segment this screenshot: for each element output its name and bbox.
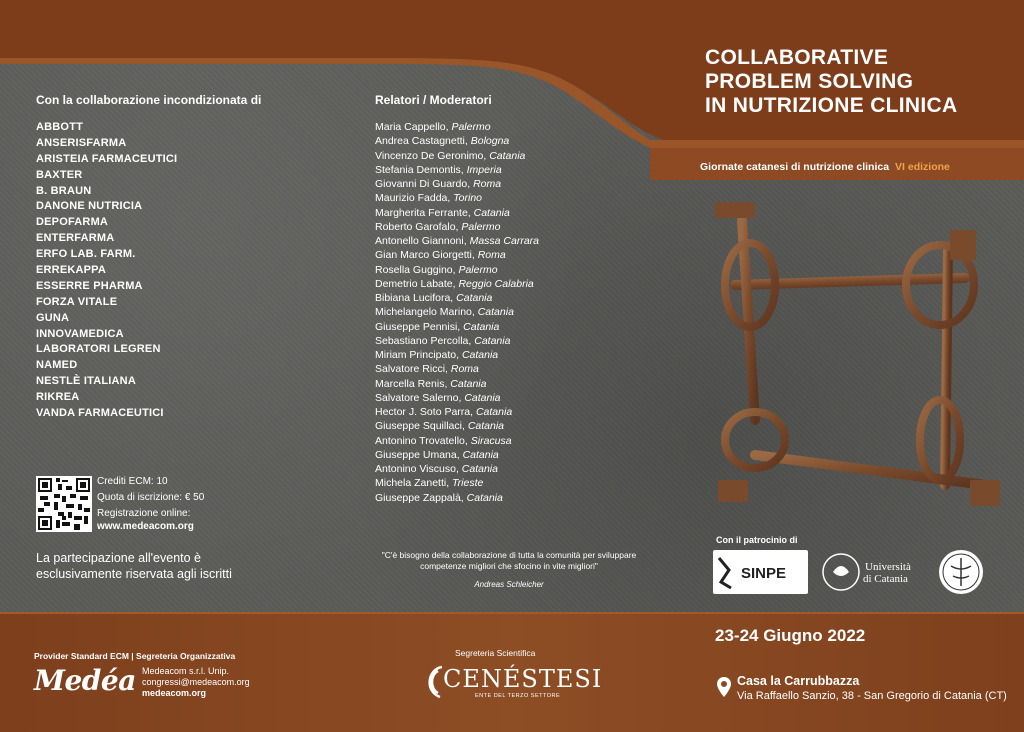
quote	[350, 550, 668, 572]
speaker-item	[375, 177, 539, 191]
speaker-item	[375, 462, 539, 476]
sinpe-logo	[713, 550, 808, 594]
speaker-name: Hector J. Soto Parra,	[375, 406, 476, 418]
speaker-city: Reggio Calabria	[458, 277, 534, 290]
speaker-name: Vincenzo De Geronimo,	[375, 149, 490, 162]
sponsor-item: RIKREA	[36, 391, 80, 404]
speaker-list	[375, 120, 539, 505]
sponsor-item: ARISTEIA FARMACEUTICI	[36, 152, 178, 165]
sponsor-item: FORZA VITALE	[36, 295, 118, 308]
sponsor-item: ANSERISFARMA	[36, 136, 127, 149]
speaker-name: Antonino Trovatello,	[375, 434, 471, 447]
speaker-item	[375, 305, 539, 319]
speaker-item	[375, 248, 539, 262]
title-line: PROBLEM SOLVING	[705, 70, 914, 93]
speaker-city: Torino	[453, 192, 483, 205]
speaker-item	[375, 120, 539, 134]
sponsor-item: INNOVAMEDICA	[36, 327, 124, 340]
notice-line: esclusivamente riservata agli iscritti	[36, 567, 232, 581]
speaker-item	[375, 362, 539, 376]
bottom-divider	[0, 612, 1024, 614]
speaker-name: Miriam Principato,	[375, 349, 462, 361]
ecm-credits: Crediti ECM: 10	[97, 476, 168, 487]
medea-company: Medeacom s.r.l. Unip.	[142, 666, 230, 676]
sinpe-text: SINPE	[741, 565, 787, 582]
speaker-name: Salvatore Salerno,	[375, 391, 465, 404]
speaker-name: Giuseppe Umana,	[375, 448, 463, 461]
patronage-label: Con il patrocinio di	[716, 535, 798, 545]
title-line: IN NUTRIZIONE CLINICA	[705, 94, 958, 117]
speaker-item	[375, 476, 539, 490]
speaker-name: Antonello Giannoni,	[375, 235, 470, 247]
attendance-notice	[36, 550, 296, 582]
speaker-city: Palermo	[451, 121, 491, 133]
speaker-city: Catania	[462, 448, 499, 461]
registration-label: Registrazione online:	[97, 508, 191, 519]
patronage-logos	[713, 548, 1013, 596]
speaker-item	[375, 377, 539, 391]
speaker-item	[375, 220, 539, 234]
speaker-name: Sebastiano Percolla,	[375, 334, 475, 347]
sponsor-item: GUNA	[36, 311, 70, 324]
sponsor-item: BAXTER	[36, 168, 83, 181]
speaker-city: Roma	[473, 178, 502, 190]
speaker-item	[375, 149, 539, 163]
speaker-item	[375, 334, 539, 348]
speaker-city: Catania	[467, 420, 505, 433]
speaker-city: Catania	[474, 334, 511, 347]
keys-square-illustration	[700, 190, 1020, 530]
speaker-city: Catania	[475, 406, 513, 418]
speaker-name: Antonino Viscuso,	[375, 463, 462, 475]
speaker-name: Andrea Castagnetti,	[375, 135, 471, 148]
location-pin-icon	[716, 676, 732, 698]
venue-address: Via Raffaello Sanzio, 38 - San Gregorio di Catania (CT)	[737, 690, 1007, 702]
medea-site-link[interactable]: medeacom.org	[142, 688, 207, 698]
speaker-city: Catania	[456, 292, 493, 304]
sponsor-item: ERREKAPPA	[36, 264, 107, 277]
sponsor-item: VANDA FARMACEUTICI	[36, 407, 164, 420]
speaker-name: Salvatore Ricci,	[375, 363, 451, 376]
speaker-city: Palermo	[461, 220, 501, 233]
sponsor-item: NAMED	[36, 359, 78, 372]
notice-line: La partecipazione all'evento è	[36, 551, 202, 565]
speaker-city: Palermo	[458, 263, 498, 276]
speaker-name: Giuseppe Pennisi,	[375, 320, 464, 333]
qr-code[interactable]	[36, 476, 92, 532]
speaker-city: Roma	[477, 249, 506, 262]
registration-website-link[interactable]: www.medeacom.org	[97, 521, 194, 532]
speaker-name: Maurizio Fadda,	[375, 192, 454, 205]
sponsor-item: LABORATORI LEGREN	[36, 343, 161, 356]
speaker-item	[375, 419, 539, 433]
speaker-item	[375, 234, 539, 248]
speaker-city: Catania	[461, 349, 499, 361]
sponsor-item: NESTLÈ ITALIANA	[36, 375, 136, 388]
speaker-city: Trieste	[452, 477, 484, 490]
speaker-name: Giovanni Di Guardo,	[375, 178, 474, 190]
unict-line1: Università	[865, 561, 911, 573]
speaker-city: Catania	[461, 463, 498, 475]
speaker-name: Michela Zanetti,	[375, 477, 453, 490]
speaker-item	[375, 348, 539, 362]
speaker-item	[375, 163, 539, 177]
speaker-city: Catania	[466, 491, 503, 504]
sponsor-item: ESSERRE PHARMA	[36, 279, 143, 292]
speaker-city: Catania	[489, 149, 526, 162]
speaker-city: Bologna	[470, 135, 510, 148]
speakers-title: Relatori / Moderatori	[375, 93, 492, 107]
unict-line2: di Catania	[863, 573, 908, 585]
speaker-city: Roma	[450, 363, 479, 376]
sponsor-item: DANONE NUTRICIA	[36, 200, 143, 213]
medical-association-logo	[939, 550, 983, 594]
event-title	[705, 46, 957, 118]
medea-email-link[interactable]: congressi@medeacom.org	[142, 677, 250, 687]
cenestesi-name: CENÉSTESI	[443, 665, 603, 693]
sponsors-title: Con la collaborazione incondizionata di	[36, 93, 262, 107]
speaker-item	[375, 391, 539, 405]
sponsor-list	[36, 120, 177, 422]
speaker-city: Catania	[473, 206, 510, 219]
speaker-item	[375, 491, 539, 505]
subtitle-text: Giornate catanesi di nutrizione clinica	[700, 161, 890, 173]
speaker-city: Catania	[477, 306, 514, 319]
scientific-secretariat-label: Segreteria Scientifica	[455, 648, 536, 658]
provider-label: Provider Standard ECM | Segreteria Organizzativa	[34, 651, 236, 661]
speaker-name: Bibiana Lucifora,	[375, 292, 457, 304]
speaker-item	[375, 434, 539, 448]
speaker-item	[375, 448, 539, 462]
sponsor-item: ABBOTT	[36, 121, 84, 133]
registration-fee: Quota di iscrizione: € 50	[97, 492, 205, 503]
speaker-item	[375, 206, 539, 220]
speaker-name: Giuseppe Zappalà,	[375, 491, 467, 504]
speaker-city: Massa Carrara	[469, 235, 540, 247]
unict-logo	[823, 554, 911, 590]
speaker-city: Imperia	[466, 163, 502, 176]
edition-badge: VI edizione	[895, 161, 950, 173]
speaker-name: Roberto Garofalo,	[375, 220, 462, 233]
speaker-name: Michelangelo Marino,	[375, 306, 478, 319]
speaker-item	[375, 191, 539, 205]
quote-line: "C'è bisogno della collaborazione di tutta la comunità per sviluppare	[381, 550, 637, 560]
venue-name: Casa la Carrubbazza	[737, 674, 860, 688]
speaker-item	[375, 277, 539, 291]
speaker-name: Gian Marco Giorgetti,	[375, 249, 478, 262]
speaker-name: Margherita Ferrante,	[375, 206, 474, 219]
medea-logo: Medéa	[34, 664, 136, 697]
speaker-item	[375, 134, 539, 148]
speaker-city: Catania	[450, 377, 487, 390]
medea-contact	[142, 666, 250, 699]
speaker-name: Giuseppe Squillaci,	[375, 420, 468, 433]
speaker-item	[375, 405, 539, 419]
speaker-city: Catania	[464, 391, 501, 404]
speaker-name: Stefania Demontis,	[375, 163, 467, 176]
speaker-city: Catania	[463, 320, 500, 333]
speaker-name: Demetrio Labate,	[375, 277, 459, 290]
event-subtitle	[700, 161, 950, 173]
speaker-item	[375, 320, 539, 334]
speaker-name: Marcella Renis,	[375, 377, 451, 390]
event-date: 23-24 Giugno 2022	[715, 626, 866, 645]
cenestesi-subtitle: ENTE DEL TERZO SETTORE	[475, 693, 561, 699]
speaker-item	[375, 263, 539, 277]
sponsor-item: ENTERFARMA	[36, 232, 115, 245]
speaker-item	[375, 291, 539, 305]
sponsor-item: B. BRAUN	[36, 184, 92, 197]
title-line: COLLABORATIVE	[705, 46, 889, 69]
quote-author: Andreas Schleicher	[474, 580, 544, 589]
speaker-name: Rosella Guggino,	[375, 263, 459, 276]
quote-line: competenze migliori che sfocino in vite migliori"	[420, 561, 598, 571]
registration-info	[97, 474, 204, 535]
sponsor-item: DEPOFARMA	[36, 216, 109, 229]
sponsor-item: ERFO LAB. FARM.	[36, 248, 136, 261]
speaker-city: Siracusa	[470, 434, 512, 447]
speaker-name: Maria Cappello,	[375, 121, 452, 133]
